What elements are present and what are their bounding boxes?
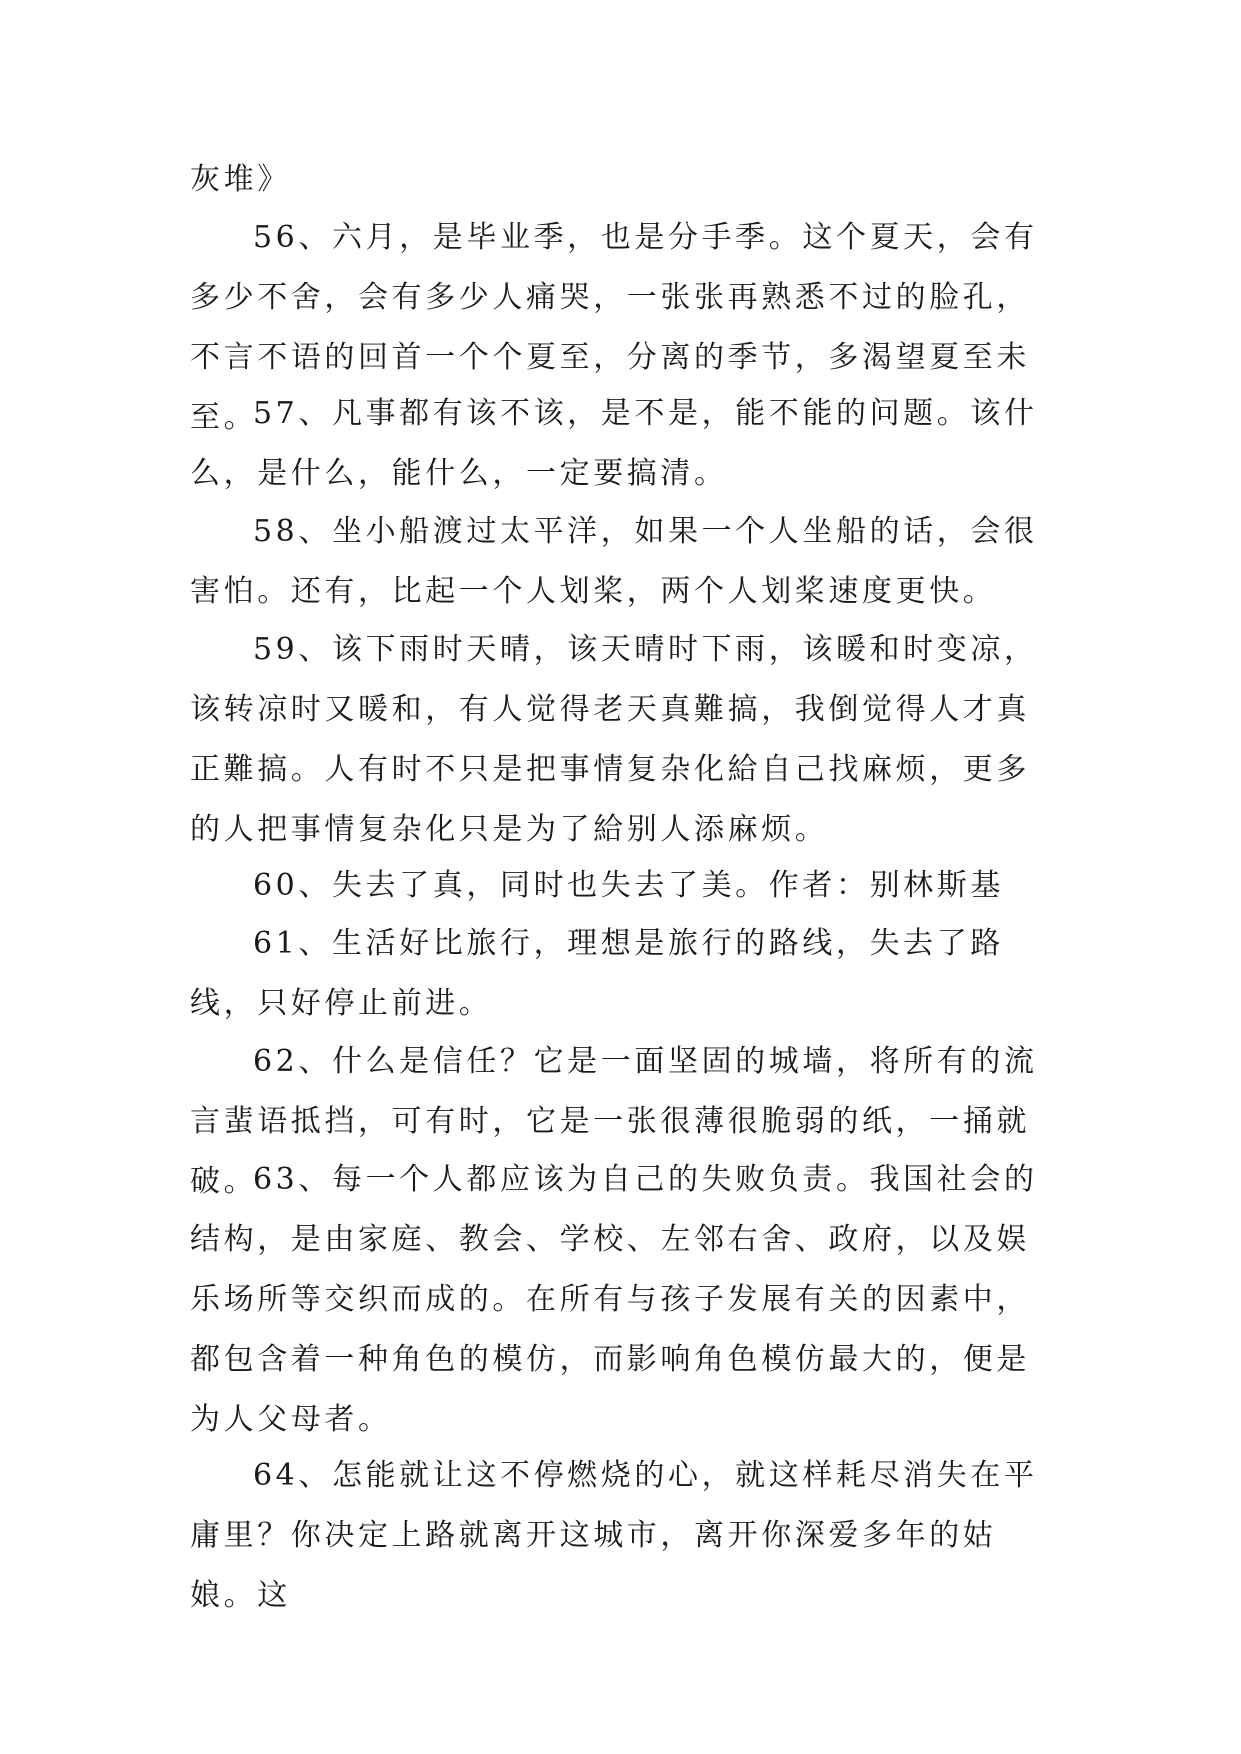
paragraph-61: 61、生活好比旅行，理想是旅行的路线，失去了路线，只好停止前进。 <box>190 926 1004 1021</box>
paragraph-62: 62、什么是信任？它是一面坚固的城墙，将所有的流言蜚语抵挡，可有时，它是一张很薄很脆弱的纸，一捅就破。 <box>190 1044 1038 1199</box>
paragraph-63: 63、每一个人都应该为自己的失败负责。我国社会的结构，是由家庭、教会、学校、左邻右舍、政府，以及娱乐场所等交织而成的。在所有与孩子发展有关的因素中，都包含着一种角色的模仿，而影响角色模仿最大的，便是为人父母者。 <box>190 1162 1038 1437</box>
paragraph-55-tail: 灰堆》 <box>190 162 291 197</box>
paragraph-58: 58、坐小船渡过太平洋，如果一个人坐船的话，会很害怕。还有，比起一个人划桨，两个人划桨速度更快。 <box>190 514 1038 609</box>
paragraph-64: 64、怎能就让这不停燃烧的心，就这样耗尽消失在平庸里？你决定上路就离开这城市，离开你深爱多年的姑娘。这 <box>190 1458 1038 1613</box>
paragraph-57: 57、凡事都有该不该，是不是，能不能的问题。该什么，是什么，能什么，一定要搞清。 <box>190 396 1038 491</box>
paragraph-56: 56、六月，是毕业季，也是分手季。这个夏天，会有多少不舍，会有多少人痛哭，一张张再熟悉不过的脸孔，不言不语的回首一个个夏至，分离的季节，多渴望夏至未至。 <box>190 220 1038 435</box>
paragraph-60: 60、失去了真，同时也失去了美。作者：别林斯基 <box>253 868 1004 903</box>
paragraph-59: 59、该下雨时天晴，该天晴时下雨，该暖和时变凉，该转凉时又暖和，有人觉得老天真難搞，我倒觉得人才真正難搞。人有时不只是把事情复杂化給自己找麻烦，更多的人把事情复杂化只是为了給别人添麻烦。 <box>190 632 1038 847</box>
